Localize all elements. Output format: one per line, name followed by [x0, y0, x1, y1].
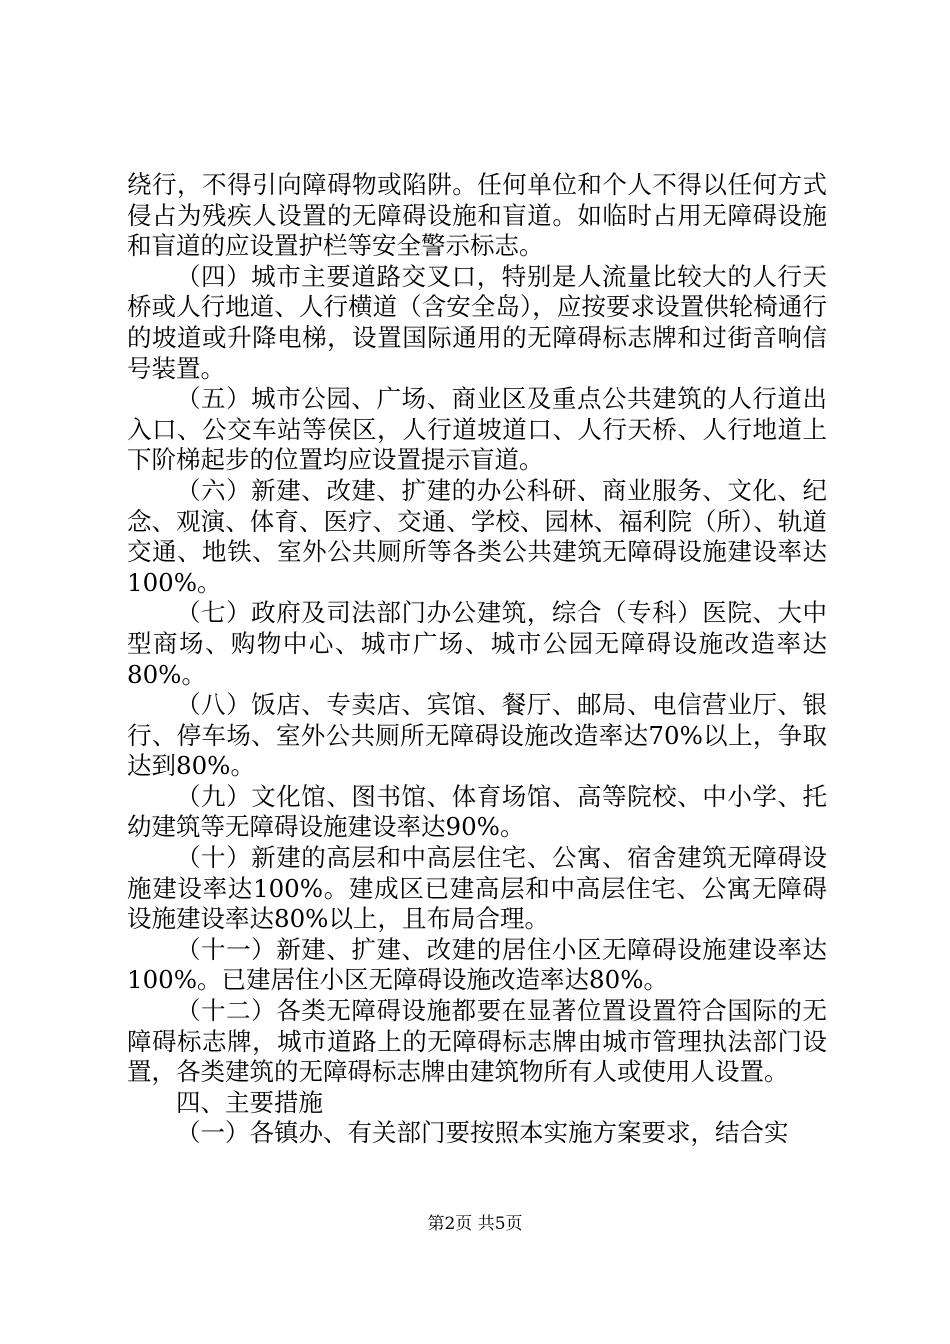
paragraph-item-8: （八）饭店、专卖店、宾馆、餐厅、邮局、电信营业厅、银行、停车场、室外公共厕所无障碍设施改造率达70%以上，争取达到80%。 [127, 690, 827, 781]
paragraph-item-5: （五）城市公园、广场、商业区及重点公共建筑的人行道出入口、公交车站等侯区，人行道坡道口、人行天桥、人行地道上下阶梯起步的位置均应设置提示盲道。 [127, 384, 827, 475]
paragraph-item-10: （十）新建的高层和中高层住宅、公寓、宿舍建筑无障碍设施建设率达100%。建成区已建高层和中高层住宅、公寓无障碍设施建设率达80%以上，且布局合理。 [127, 843, 827, 934]
paragraph-item-7: （七）政府及司法部门办公建筑，综合（专科）医院、大中型商场、购物中心、城市广场、城市公园无障碍设施改造率达80%。 [127, 598, 827, 689]
paragraph-item-11: （十一）新建、扩建、改建的居住小区无障碍设施建设率达100%。已建居住小区无障碍设施改造率达80%。 [127, 934, 827, 995]
paragraph-item-9: （九）文化馆、图书馆、体育场馆、高等院校、中小学、托幼建筑等无障碍设施建设率达90%。 [127, 781, 827, 842]
page-number-label: 第2页 共5页 [427, 1214, 523, 1234]
paragraph-measure-1: （一）各镇办、有关部门要按照本实施方案要求，结合实 [176, 1118, 789, 1148]
paragraph-item-12: （十二）各类无障碍设施都要在显著位置设置符合国际的无障碍标志牌，城市道路上的无障碍标志牌由城市管理执法部门设置，各类建筑的无障碍标志牌由建筑物所有人或使用人设置。 [127, 996, 827, 1087]
page-footer [0, 1214, 950, 1234]
paragraph-continuation: 绕行，不得引向障碍物或陷阱。任何单位和个人不得以任何方式侵占为残疾人设置的无障碍设施和盲道。如临时占用无障碍设施和盲道的应设置护栏等安全警示标志。 [127, 170, 827, 261]
paragraph-item-4: （四）城市主要道路交叉口，特别是人流量比较大的人行天桥或人行地道、人行横道（含安全岛），应按要求设置供轮椅通行的坡道或升降电梯，设置国际通用的无障碍标志牌和过街音响信号装置。 [127, 261, 827, 383]
paragraph-item-6: （六）新建、改建、扩建的办公科研、商业服务、文化、纪念、观演、体育、医疗、交通、学校、园林、福利院（所）、轨道交通、地铁、室外公共厕所等各类公共建筑无障碍设施建设率达100%。 [127, 475, 827, 597]
document-body [127, 170, 827, 1149]
section-heading-main-measures: 四、主要措施 [176, 1087, 323, 1117]
